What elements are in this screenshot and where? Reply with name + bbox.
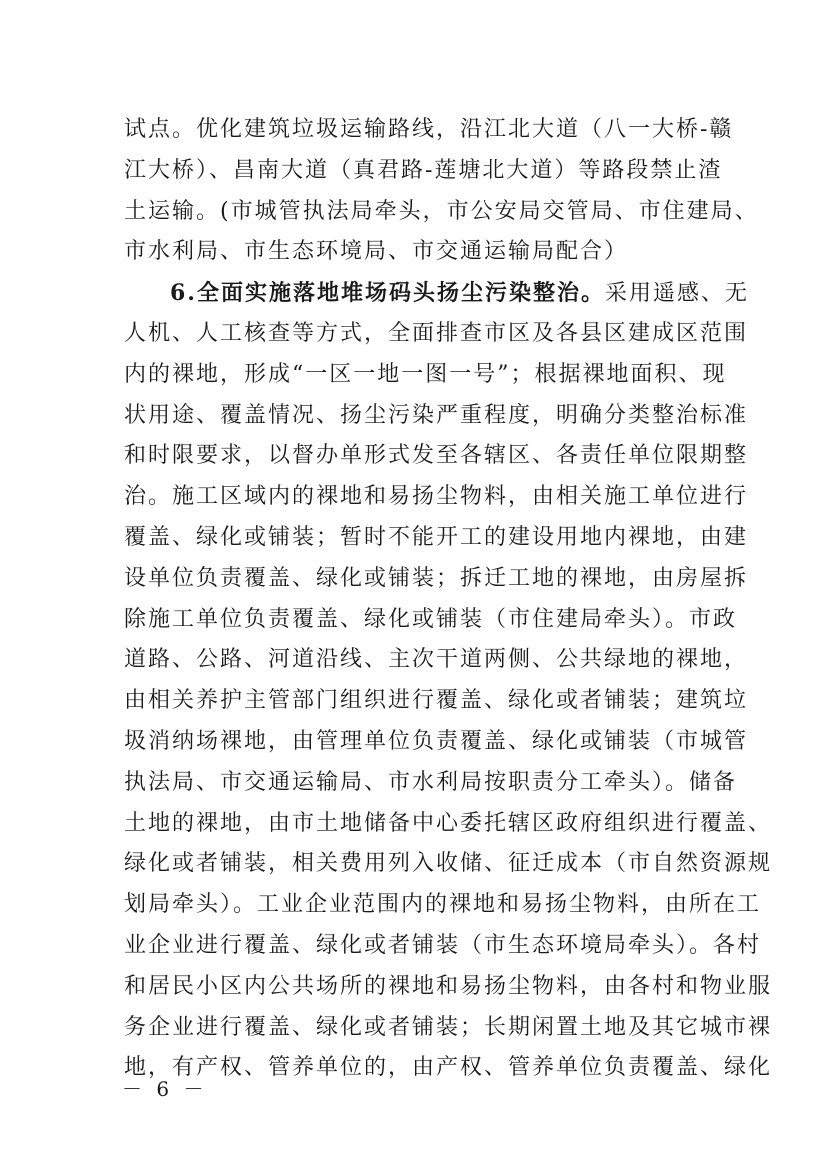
- text-line: 土地的裸地，由市土地储备中心委托辖区政府组织进行覆盖、: [124, 810, 773, 836]
- text-line: 试点。优化建筑垃圾运输路线，沿江北大道（八一大桥-赣: [124, 117, 734, 142]
- text-line: 务企业进行覆盖、绿化或者铺装；长期闲置土地及其它城市裸: [124, 1014, 773, 1040]
- page-number: － 6 －: [122, 1077, 208, 1101]
- section-heading: 6.全面实施落地堆场码头扬尘污染整治。: [170, 280, 605, 307]
- text-line: 治。施工区域内的裸地和易扬尘物料，由相关施工单位进行: [124, 484, 749, 510]
- section-heading-line: [170, 278, 749, 309]
- text-line: 覆盖、绿化或铺装；暂时不能开工的建设用地内裸地，由建: [124, 525, 749, 550]
- text-line: 土运输。(市城管执法局牵头，市公安局交管局、市住建局、: [124, 198, 759, 224]
- text-line: 和居民小区内公共场所的裸地和易扬尘物料，由各村和物业服: [124, 973, 773, 999]
- section-heading-continuation: 采用遥感、无: [604, 281, 749, 307]
- text-line: 业企业进行覆盖、绿化或者铺装（市生态环境局牵头）。各村: [124, 933, 762, 958]
- text-line: 由相关养护主管部门组织进行覆盖、绿化或者铺装；建筑垃: [124, 688, 749, 714]
- text-line: 和时限要求，以督办单形式发至各辖区、各责任单位限期整: [124, 443, 749, 469]
- text-line: 执法局、市交通运输局、市水利局按职责分工牵头）。储备: [124, 769, 738, 795]
- text-line: 内的裸地，形成“一区一地一图一号”；根据裸地面积、现: [124, 361, 727, 387]
- text-line: 设单位负责覆盖、绿化或铺装；拆迁工地的裸地，由房屋拆: [124, 565, 749, 591]
- text-line: 状用途、覆盖情况、扬尘污染严重程度，明确分类整治标准: [124, 402, 749, 428]
- text-line: 圾消纳场裸地，由管理单位负责覆盖、绿化或铺装（市城管: [124, 729, 749, 754]
- text-line: 除施工单位负责覆盖、绿化或铺装（市住建局牵头）。市政: [124, 606, 738, 632]
- text-line: 市水利局、市生态环境局、市交通运输局配合）: [124, 239, 629, 265]
- text-line: 道路、公路、河道沿线、主次干道两侧、公共绿地的裸地，: [124, 647, 749, 673]
- text-line: 人机、人工核查等方式，全面排查市区及各县区建成区范围: [124, 321, 749, 346]
- text-line: 江大桥）、昌南大道（真君路-莲塘北大道）等路段禁止渣: [124, 157, 723, 183]
- text-line: 划局牵头）。工业企业范围内的裸地和易扬尘物料，由所在工: [124, 892, 762, 918]
- text-line: 地，有产权、管养单位的，由产权、管养单位负责覆盖、绿化: [124, 1055, 773, 1080]
- text-line: 绿化或者铺装，相关费用列入收储、征迁成本（市自然资源规: [124, 851, 773, 877]
